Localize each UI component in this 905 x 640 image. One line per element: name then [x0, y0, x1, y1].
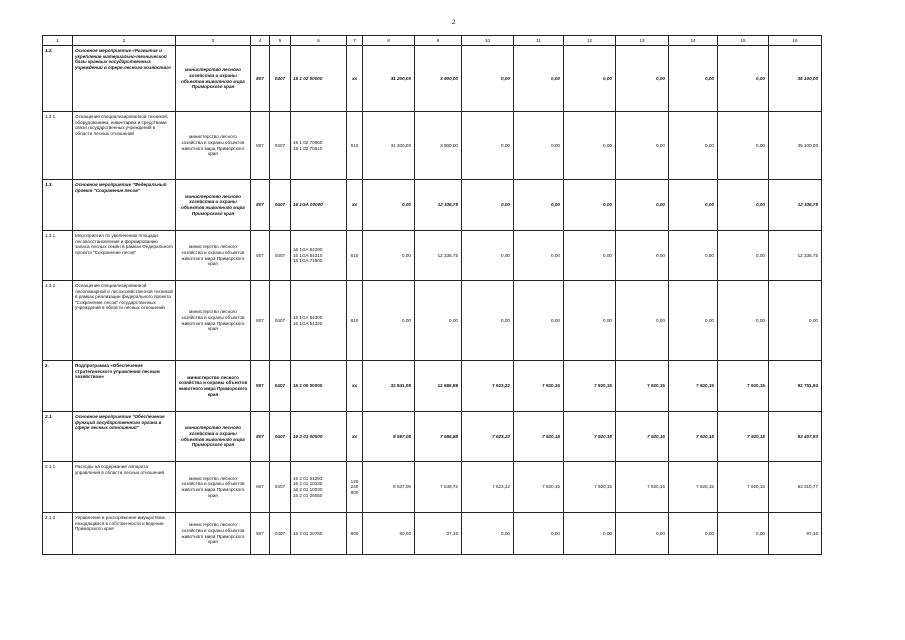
amount-cell: 7 623,22 [462, 462, 514, 513]
amount-cell: 0,00 [564, 180, 616, 231]
amount-cell: 7 920,15 [718, 361, 769, 412]
amount-cell: 3 900,00 [415, 112, 462, 180]
column-header: 4 [251, 36, 270, 46]
amount-cell: 0,00 [514, 46, 564, 112]
amount-cell: 7 920,15 [564, 462, 616, 513]
amount-cell: 60,00 [363, 513, 415, 555]
amount-cell: 0,00 [462, 281, 514, 361]
target-cell: 16 1GA 54300 16 1GA 54320 [291, 281, 347, 361]
code-cell: 807 [251, 412, 270, 462]
amount-cell: 0,00 [718, 180, 769, 231]
description-cell: Управление и распоряжение имуществом, находящимся в собственности и ведении Приморского края [73, 513, 176, 555]
amount-cell: 0,00 [564, 231, 616, 281]
description-cell: Оснащение специализированной техникой, оборудованием, инвентарем и средствами связи государственных учреждений в области лесных отношений [73, 112, 176, 180]
table-row [43, 462, 822, 513]
amount-cell: 0,00 [718, 231, 769, 281]
row-number: 1.2.1. [43, 112, 73, 180]
section-cell: 0407 [270, 180, 291, 231]
amount-cell: 32 841,08 [363, 361, 415, 412]
column-header: 5 [270, 36, 291, 46]
amount-cell: 7 920,15 [718, 412, 769, 462]
column-header: 9 [415, 36, 462, 46]
code-cell: 807 [251, 281, 270, 361]
ministry-cell: министерство лесного хозяйства и охраны объектов животного мира Приморского края [176, 361, 251, 412]
amount-cell: 7 920,15 [616, 412, 669, 462]
page-number: 2 [452, 20, 456, 26]
amount-cell: 0,00 [669, 281, 718, 361]
description-cell: Оснащение специализированной лесопожарной и лесохозяйственной техникой в рамках реализации федерального проекта "Сохранение лесов" государственных учреждений в области лесных отношений [73, 281, 176, 361]
amount-cell: 0,00 [616, 231, 669, 281]
table-row [43, 180, 822, 231]
row-number: 1.2. [43, 46, 73, 112]
ministry-cell: министерство лесного хозяйства и охраны объектов животного мира Приморского края [176, 46, 251, 112]
column-header: 16 [769, 36, 822, 46]
table-row [43, 281, 822, 361]
amount-cell: 0,00 [564, 46, 616, 112]
column-header: 10 [462, 36, 514, 46]
amount-cell: 0,00 [462, 112, 514, 180]
total-cell: 35 100,00 [769, 46, 822, 112]
amount-cell: 7 586,88 [415, 412, 462, 462]
total-cell: 0,00 [769, 281, 822, 361]
header-row [43, 36, 822, 46]
amount-cell: 0,00 [669, 513, 718, 555]
amount-cell: 0,00 [616, 46, 669, 112]
amount-cell: 7 920,15 [718, 462, 769, 513]
amount-cell: 7 920,15 [514, 462, 564, 513]
amount-cell: 0,00 [616, 112, 669, 180]
amount-cell: 8 537,08 [363, 462, 415, 513]
expense-type-cell: хх [347, 412, 363, 462]
description-cell: Подпрограмма «Обеспечение стратегического управления лесным хозяйством» [73, 361, 176, 412]
amount-cell: 0,00 [462, 46, 514, 112]
target-cell: 16 2 01 51293 16 2 01 10130 16 2 01 10030 16 2 01 29050 [291, 462, 347, 513]
total-cell: 63 310,77 [769, 462, 822, 513]
expense-type-cell: хх [347, 180, 363, 231]
amount-cell: 0,00 [616, 180, 669, 231]
code-cell: 807 [251, 180, 270, 231]
amount-cell: 8 597,08 [363, 412, 415, 462]
total-cell: 12 336,75 [769, 231, 822, 281]
amount-cell: 0,00 [616, 513, 669, 555]
amount-cell: 7 920,15 [616, 361, 669, 412]
amount-cell: 3 900,00 [415, 46, 462, 112]
amount-cell: 7 920,15 [564, 412, 616, 462]
amount-cell: 12 336,75 [415, 180, 462, 231]
amount-cell: 12 336,75 [415, 231, 462, 281]
description-cell: Основное мероприятие «Развитие и укрепление материально-технической базы краевых государственных учреждений в сфере лесного хозяйства» [73, 46, 176, 112]
ministry-cell: министерство лесного хозяйства и охраны объектов животного мира Приморского края [176, 412, 251, 462]
amount-cell: 0,00 [462, 180, 514, 231]
column-header: 14 [669, 36, 718, 46]
row-number: 2.1.2. [43, 513, 73, 555]
section-cell: 0407 [270, 281, 291, 361]
column-header: 7 [347, 36, 363, 46]
column-header: 11 [514, 36, 564, 46]
target-cell: 16 2 01 20780 [291, 513, 347, 555]
total-cell: 12 336,75 [769, 180, 822, 231]
column-header: 1 [43, 36, 73, 46]
description-cell: Расходы на содержание аппарата управления в области лесных отношений [73, 462, 176, 513]
table-row [43, 46, 822, 112]
table-row [43, 112, 822, 180]
section-cell: 0407 [270, 46, 291, 112]
amount-cell: 0,00 [564, 281, 616, 361]
amount-cell: 0,00 [363, 231, 415, 281]
ministry-cell: министерство лесного хозяйства и охраны объектов животного мира Приморского края [176, 112, 251, 180]
expense-type-cell: 800 [347, 513, 363, 555]
total-cell: 35 100,00 [769, 112, 822, 180]
description-cell: Основное мероприятие "Обеспечение функций государственного органа в сфере лесных отношений" [73, 412, 176, 462]
expense-type-cell: хх [347, 361, 363, 412]
amount-cell: 0,00 [514, 513, 564, 555]
amount-cell: 12 686,88 [415, 361, 462, 412]
code-cell: 807 [251, 112, 270, 180]
code-cell: 807 [251, 462, 270, 513]
budget-table [42, 35, 822, 555]
row-number: 1.3. [43, 180, 73, 231]
ministry-cell: министерство лесного хозяйства и охраны объектов животного мира Приморского края [176, 180, 251, 231]
amount-cell: 31 200,00 [363, 46, 415, 112]
amount-cell: 7 920,15 [669, 462, 718, 513]
code-cell: 807 [251, 46, 270, 112]
description-cell: Мероприятия по увеличению площади лесовосстановления и формированию запаса лесных семян в рамках Федерального проекта "Сохранение лесов" [73, 231, 176, 281]
column-header: 12 [564, 36, 616, 46]
expense-type-cell: хх [347, 46, 363, 112]
ministry-cell: министерство лесного хозяйства и охраны объектов животного мира Приморского края [176, 513, 251, 555]
target-cell: 16 1 02 00000 [291, 46, 347, 112]
section-cell: 0407 [270, 412, 291, 462]
amount-cell: 0,00 [462, 513, 514, 555]
ministry-cell: министерство лесного хозяйства и охраны объектов животного мира Приморского края [176, 462, 251, 513]
amount-cell: 7 920,15 [669, 412, 718, 462]
amount-cell: 7 549,72 [415, 462, 462, 513]
column-header: 15 [718, 36, 769, 46]
target-cell: 16 1GA 00000 [291, 180, 347, 231]
amount-cell: 0,00 [363, 180, 415, 231]
amount-cell: 0,00 [415, 281, 462, 361]
total-cell: 97,16 [769, 513, 822, 555]
target-cell: 16 2 00 00000 [291, 361, 347, 412]
amount-cell: 0,00 [718, 46, 769, 112]
section-cell: 0407 [270, 462, 291, 513]
amount-cell: 0,00 [616, 281, 669, 361]
amount-cell: 7 623,22 [462, 361, 514, 412]
target-cell: 16 2 01 00000 [291, 412, 347, 462]
amount-cell: 0,00 [514, 281, 564, 361]
amount-cell: 37,16 [415, 513, 462, 555]
code-cell: 807 [251, 231, 270, 281]
target-cell: 16 1 02 70960 16 1 02 70610 [291, 112, 347, 180]
code-cell: 807 [251, 513, 270, 555]
amount-cell: 0,00 [514, 180, 564, 231]
table-row [43, 231, 822, 281]
amount-cell: 7 920,15 [514, 361, 564, 412]
amount-cell: 0,00 [564, 112, 616, 180]
expense-type-cell: 610 [347, 231, 363, 281]
table-row [43, 361, 822, 412]
section-cell: 0407 [270, 231, 291, 281]
ministry-cell: министерство лесного хозяйства и охраны объектов животного мира Приморского края [176, 281, 251, 361]
amount-cell: 0,00 [718, 112, 769, 180]
amount-cell: 0,00 [718, 513, 769, 555]
section-cell: 0407 [270, 513, 291, 555]
amount-cell: 0,00 [514, 231, 564, 281]
expense-type-cell: 610 [347, 281, 363, 361]
amount-cell: 7 623,22 [462, 412, 514, 462]
amount-cell: 0,00 [669, 231, 718, 281]
column-header: 2 [73, 36, 176, 46]
row-number: 2.1. [43, 412, 73, 462]
total-cell: 63 407,93 [769, 412, 822, 462]
amount-cell: 0,00 [669, 46, 718, 112]
amount-cell: 0,00 [718, 281, 769, 361]
ministry-cell: министерство лесного хозяйства и охраны объектов животного мира Приморского края [176, 231, 251, 281]
row-number: 2. [43, 361, 73, 412]
column-header: 13 [616, 36, 669, 46]
row-number: 2.1.1. [43, 462, 73, 513]
amount-cell: 0,00 [462, 231, 514, 281]
amount-cell: 7 920,15 [669, 361, 718, 412]
row-number: 1.3.2. [43, 281, 73, 361]
table-row [43, 412, 822, 462]
column-header: 3 [176, 36, 251, 46]
description-cell: Основное мероприятие "Федеральный проект "Сохранение лесов" [73, 180, 176, 231]
column-header: 6 [291, 36, 347, 46]
row-number: 1.3.1. [43, 231, 73, 281]
amount-cell: 0,00 [669, 180, 718, 231]
code-cell: 807 [251, 361, 270, 412]
total-cell: 92 751,93 [769, 361, 822, 412]
table-row [43, 513, 822, 555]
amount-cell: 0,00 [363, 281, 415, 361]
amount-cell: 7 920,15 [616, 462, 669, 513]
amount-cell: 0,00 [514, 112, 564, 180]
section-cell: 0407 [270, 361, 291, 412]
amount-cell: 31 200,00 [363, 112, 415, 180]
target-cell: 16 1GA 54290 16 1GA 54310 16 1GA 71600 [291, 231, 347, 281]
amount-cell: 0,00 [669, 112, 718, 180]
amount-cell: 7 920,15 [564, 361, 616, 412]
column-header: 8 [363, 36, 415, 46]
section-cell: 0407 [270, 112, 291, 180]
amount-cell: 0,00 [564, 513, 616, 555]
amount-cell: 7 920,15 [514, 412, 564, 462]
expense-type-cell: 120 240 800 [347, 462, 363, 513]
expense-type-cell: 610 [347, 112, 363, 180]
